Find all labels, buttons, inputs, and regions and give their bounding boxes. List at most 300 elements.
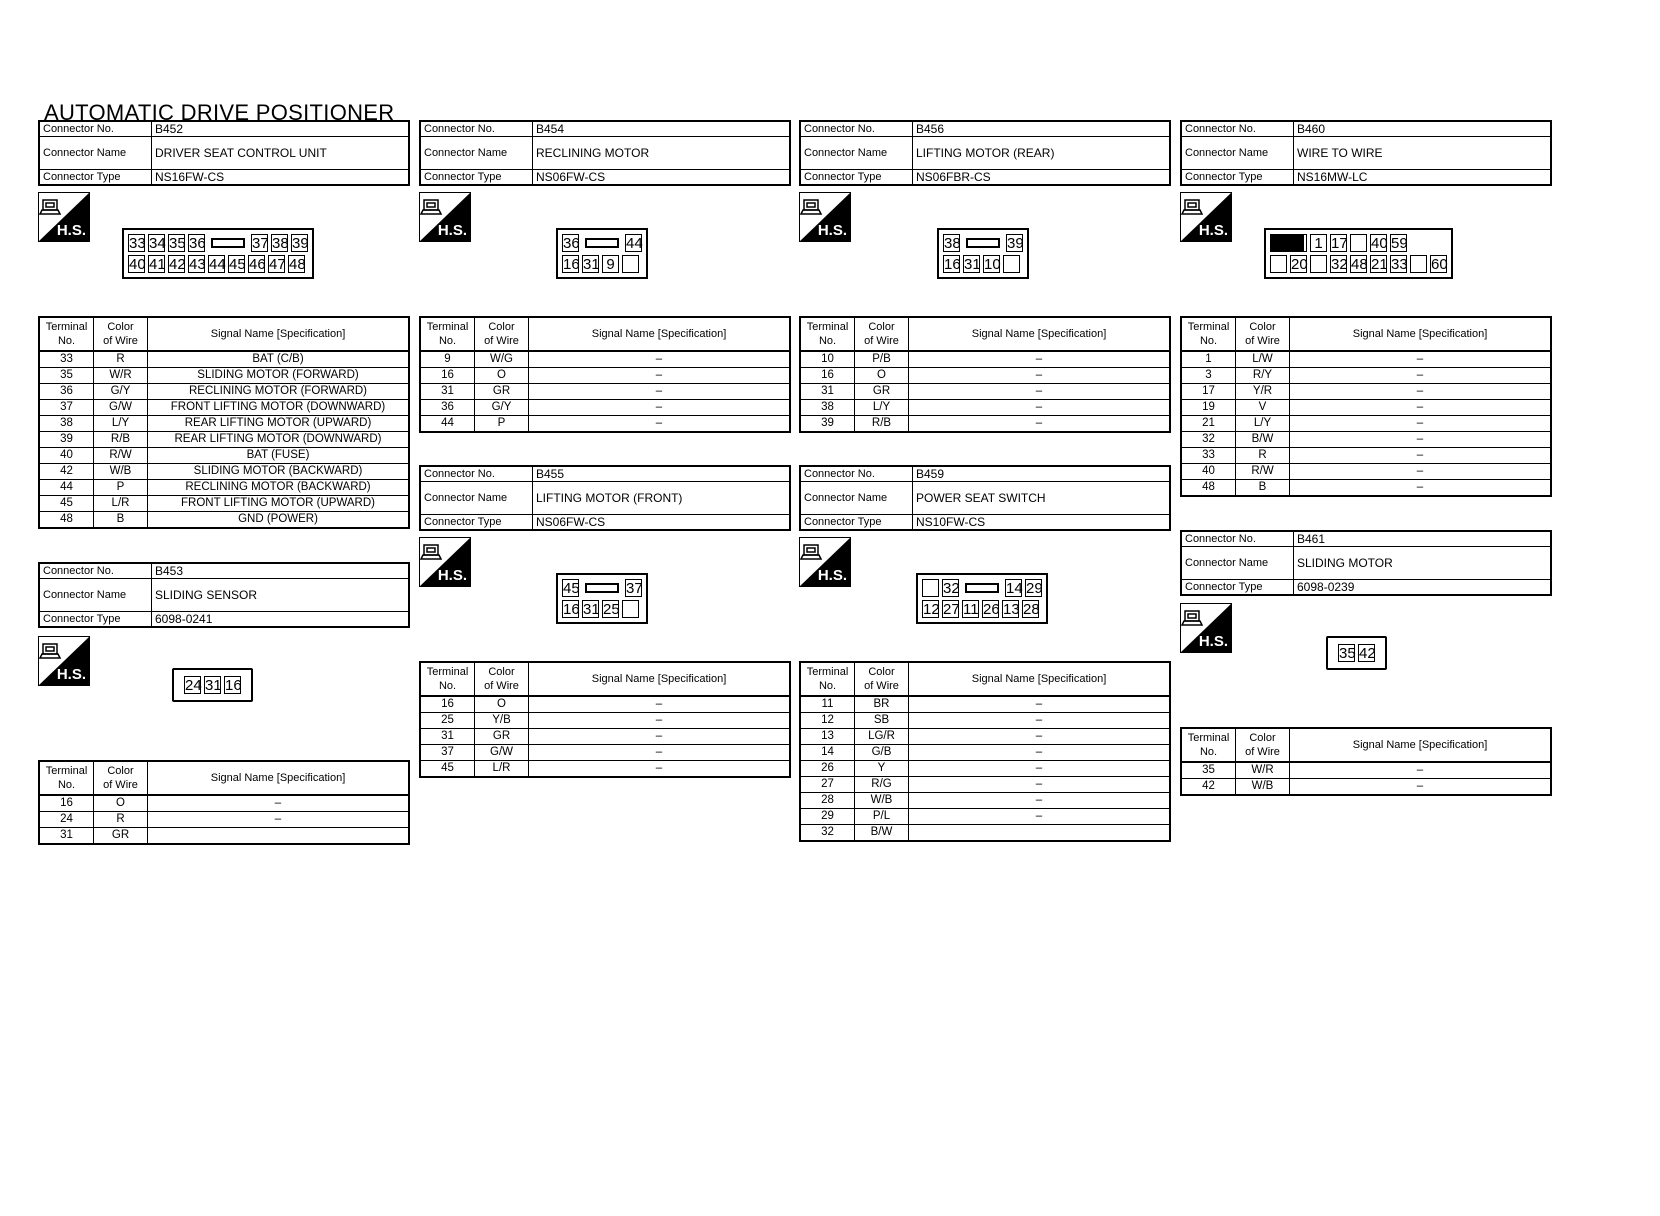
- pin-number: 59: [1391, 235, 1408, 252]
- connector-no-value: B454: [533, 121, 791, 137]
- pin-number: 14: [1006, 580, 1023, 597]
- wire-color: Y/R: [1236, 384, 1290, 400]
- table-row: [420, 761, 790, 778]
- hs-label: H.S.: [817, 222, 847, 239]
- pin-number: 31: [583, 601, 600, 618]
- connector-no-label: Connector No.: [800, 466, 913, 482]
- wire-color: GR: [855, 384, 909, 400]
- terminal-no: 40: [39, 448, 94, 464]
- terminal-no: 19: [1181, 400, 1236, 416]
- pin-number: 43: [189, 256, 206, 273]
- connector-face: [916, 573, 1048, 624]
- terminal-no: 29: [800, 809, 855, 825]
- terminal-no: 31: [39, 828, 94, 845]
- terminal-no: 44: [39, 480, 94, 496]
- wire-color: L/Y: [1236, 416, 1290, 432]
- signal-name: [148, 828, 410, 845]
- connector-type-value: NS06FW-CS: [533, 170, 791, 186]
- pin-number: 37: [626, 580, 643, 597]
- pin-number: 13: [1003, 601, 1020, 618]
- pin-number: 36: [563, 235, 580, 252]
- terminal-no: 9: [420, 351, 475, 368]
- table-row: [39, 512, 409, 529]
- connector-name-value: SLIDING MOTOR: [1294, 547, 1552, 580]
- terminal-no: 16: [39, 795, 94, 812]
- color-of-wire-header: Color of Wire: [855, 662, 909, 696]
- pin-number: 48: [1351, 256, 1368, 273]
- signal-name: –: [529, 745, 791, 761]
- signal-name: SLIDING MOTOR (FORWARD): [148, 368, 410, 384]
- signal-name: –: [529, 351, 791, 368]
- color-of-wire-header: Color of Wire: [475, 317, 529, 351]
- pin-number: 31: [964, 256, 981, 273]
- table-row: [1181, 480, 1551, 497]
- pin-number: 38: [944, 235, 961, 252]
- terminal-no: 48: [39, 512, 94, 529]
- terminal-no: 38: [39, 416, 94, 432]
- signal-name: FRONT LIFTING MOTOR (UPWARD): [148, 496, 410, 512]
- connector-info-table: [799, 465, 1171, 531]
- wire-color: GR: [475, 384, 529, 400]
- terminal-no-header: Terminal No.: [39, 317, 94, 351]
- connector-info-table: [38, 120, 410, 186]
- terminal-no: 25: [420, 713, 475, 729]
- table-row: [1181, 400, 1551, 416]
- pin-number: 20: [1291, 256, 1308, 273]
- connector-info-table: [419, 465, 791, 531]
- table-row: [1181, 432, 1551, 448]
- wire-color: L/W: [1236, 351, 1290, 368]
- connector-name-label: Connector Name: [420, 482, 533, 515]
- pin-number: 48: [289, 256, 306, 273]
- terminal-no: 26: [800, 761, 855, 777]
- terminal-no: 36: [420, 400, 475, 416]
- pin-cavity: [1270, 255, 1287, 273]
- terminal-no: 39: [39, 432, 94, 448]
- table-row: [800, 793, 1170, 809]
- connector-info-table: [799, 120, 1171, 186]
- wire-color: W/R: [94, 368, 148, 384]
- connector-name-value: DRIVER SEAT CONTROL UNIT: [152, 137, 410, 170]
- pin-number: 9: [602, 255, 619, 273]
- table-row: [1181, 368, 1551, 384]
- pin-number: 16: [225, 677, 242, 694]
- hs-icon: [1180, 603, 1232, 653]
- terminal-no: 17: [1181, 384, 1236, 400]
- wire-color: Y/B: [475, 713, 529, 729]
- wire-color: R: [1236, 448, 1290, 464]
- signal-name: –: [1290, 400, 1552, 416]
- hs-icon: [1180, 192, 1232, 242]
- pin-cavity: [922, 579, 939, 597]
- wire-color: B/W: [1236, 432, 1290, 448]
- signal-name: –: [909, 793, 1171, 809]
- connector-name-value: LIFTING MOTOR (REAR): [913, 137, 1171, 170]
- pin-number: 26: [983, 601, 1000, 618]
- table-row: [1181, 464, 1551, 480]
- table-row: [39, 795, 409, 812]
- pin-number: 33: [129, 235, 146, 252]
- wire-color: W/G: [475, 351, 529, 368]
- color-of-wire-header: Color of Wire: [94, 317, 148, 351]
- signal-name: –: [1290, 448, 1552, 464]
- connector-no-value: B459: [913, 466, 1171, 482]
- terminal-no: 36: [39, 384, 94, 400]
- wire-color: R/W: [1236, 464, 1290, 480]
- terminal-no-header: Terminal No.: [1181, 728, 1236, 762]
- table-row: [800, 696, 1170, 713]
- signal-name: –: [529, 729, 791, 745]
- terminal-no: 35: [1181, 762, 1236, 779]
- signal-name: –: [1290, 464, 1552, 480]
- connector-no-value: B453: [152, 563, 410, 579]
- terminal-no: 16: [420, 368, 475, 384]
- color-of-wire-header: Color of Wire: [855, 317, 909, 351]
- signal-name: GND (POWER): [148, 512, 410, 529]
- table-row: [800, 745, 1170, 761]
- pin-number: 39: [1007, 235, 1024, 252]
- signal-name: –: [1290, 432, 1552, 448]
- wire-color: R: [94, 812, 148, 828]
- wire-color: G/W: [94, 400, 148, 416]
- table-row: [800, 825, 1170, 842]
- terminal-no-header: Terminal No.: [420, 317, 475, 351]
- pin-number: 60: [1431, 256, 1448, 273]
- pin-number: 16: [563, 601, 580, 618]
- signal-name: –: [909, 713, 1171, 729]
- connector-face: [172, 668, 253, 702]
- signal-name: –: [1290, 779, 1552, 796]
- terminal-no: 10: [800, 351, 855, 368]
- signal-name: –: [529, 696, 791, 713]
- color-of-wire-header: Color of Wire: [1236, 728, 1290, 762]
- terminal-no: 44: [420, 416, 475, 433]
- table-row: [39, 480, 409, 496]
- terminal-no: 14: [800, 745, 855, 761]
- table-row: [39, 432, 409, 448]
- terminal-no: 21: [1181, 416, 1236, 432]
- connector-lock: [963, 234, 1003, 252]
- signal-name: REAR LIFTING MOTOR (DOWNWARD): [148, 432, 410, 448]
- terminal-no: 11: [800, 696, 855, 713]
- table-row: [420, 416, 790, 433]
- signal-name: –: [529, 713, 791, 729]
- pin-number: 16: [944, 256, 961, 273]
- terminal-no: 31: [420, 729, 475, 745]
- hs-icon: [419, 537, 471, 587]
- terminal-no: 39: [800, 416, 855, 433]
- signal-name: –: [909, 384, 1171, 400]
- connector-no-label: Connector No.: [39, 121, 152, 137]
- terminal-no: 42: [39, 464, 94, 480]
- terminal-no: 31: [420, 384, 475, 400]
- pin-number: 35: [1339, 645, 1356, 662]
- pin-number: 45: [563, 580, 580, 597]
- signal-name-header: Signal Name [Specification]: [909, 662, 1171, 696]
- signal-name: –: [909, 729, 1171, 745]
- connector-type-label: Connector Type: [420, 515, 533, 531]
- terminal-no-header: Terminal No.: [800, 662, 855, 696]
- wire-color: GR: [475, 729, 529, 745]
- hs-label: H.S.: [437, 222, 467, 239]
- wire-color: B/W: [855, 825, 909, 842]
- table-row: [39, 812, 409, 828]
- connector-face: [556, 228, 648, 279]
- signal-name: –: [529, 400, 791, 416]
- connector-name-label: Connector Name: [1181, 137, 1294, 170]
- pin-number: 42: [1359, 645, 1376, 662]
- wire-color: W/R: [1236, 762, 1290, 779]
- connector-face: [1326, 636, 1387, 670]
- connector-face: [556, 573, 648, 624]
- table-row: [1181, 762, 1551, 779]
- pin-number: 39: [292, 235, 309, 252]
- signal-name: –: [529, 368, 791, 384]
- terminal-no: 28: [800, 793, 855, 809]
- terminal-no: 16: [800, 368, 855, 384]
- terminal-no: 32: [1181, 432, 1236, 448]
- signal-name: –: [909, 400, 1171, 416]
- signal-name: –: [1290, 351, 1552, 368]
- hs-label: H.S.: [1198, 222, 1228, 239]
- connector-type-value: NS16FW-CS: [152, 170, 410, 186]
- color-of-wire-header: Color of Wire: [475, 662, 529, 696]
- table-row: [800, 761, 1170, 777]
- connector-type-value: 6098-0239: [1294, 580, 1552, 596]
- hs-icon: [38, 636, 90, 686]
- connector-name-label: Connector Name: [420, 137, 533, 170]
- pin-number: 42: [169, 256, 186, 273]
- connector-type-label: Connector Type: [39, 612, 152, 628]
- connector-no-label: Connector No.: [420, 121, 533, 137]
- signal-name: –: [1290, 368, 1552, 384]
- signal-name: –: [1290, 480, 1552, 497]
- wire-color: B: [1236, 480, 1290, 497]
- connector-lock: [208, 234, 248, 252]
- connector-type-label: Connector Type: [420, 170, 533, 186]
- signal-name: –: [909, 745, 1171, 761]
- table-row: [800, 777, 1170, 793]
- pin-number: 17: [1331, 235, 1348, 252]
- hs-icon: [419, 192, 471, 242]
- terminal-no: 42: [1181, 779, 1236, 796]
- table-row: [420, 713, 790, 729]
- terminal-no: 37: [39, 400, 94, 416]
- terminal-table: [38, 316, 410, 529]
- wire-color: G/Y: [475, 400, 529, 416]
- hs-icon: [38, 192, 90, 242]
- wire-color: L/Y: [94, 416, 148, 432]
- wire-color: R/B: [855, 416, 909, 433]
- wire-color: BR: [855, 696, 909, 713]
- terminal-no: 1: [1181, 351, 1236, 368]
- wire-color: P: [94, 480, 148, 496]
- hs-label: H.S.: [437, 567, 467, 584]
- table-row: [1181, 416, 1551, 432]
- connector-type-value: NS06FW-CS: [533, 515, 791, 531]
- connector-no-value: B452: [152, 121, 410, 137]
- connector-name-label: Connector Name: [800, 137, 913, 170]
- signal-name: –: [1290, 384, 1552, 400]
- signal-name: RECLINING MOTOR (FORWARD): [148, 384, 410, 400]
- terminal-no: 45: [39, 496, 94, 512]
- pin-number: 45: [229, 256, 246, 273]
- color-of-wire-header: Color of Wire: [94, 761, 148, 795]
- pin-cavity: [1350, 234, 1367, 252]
- terminal-no: 38: [800, 400, 855, 416]
- connector-type-label: Connector Type: [1181, 170, 1294, 186]
- pin-number: 16: [563, 256, 580, 273]
- wire-color: P/L: [855, 809, 909, 825]
- wire-color: L/R: [94, 496, 148, 512]
- terminal-no: 3: [1181, 368, 1236, 384]
- page-title: AUTOMATIC DRIVE POSITIONER: [44, 100, 395, 125]
- terminal-table: [799, 316, 1171, 433]
- connector-no-label: Connector No.: [1181, 121, 1294, 137]
- connector-face: [937, 228, 1029, 279]
- table-row: [800, 809, 1170, 825]
- table-row: [800, 416, 1170, 433]
- pin-number: 32: [1331, 256, 1348, 273]
- terminal-no: 31: [800, 384, 855, 400]
- signal-name-header: Signal Name [Specification]: [148, 761, 410, 795]
- wire-color: R/B: [94, 432, 148, 448]
- connector-type-label: Connector Type: [800, 515, 913, 531]
- signal-name: –: [909, 416, 1171, 433]
- wire-color: W/B: [855, 793, 909, 809]
- signal-name: –: [909, 761, 1171, 777]
- connector-type-value: NS10FW-CS: [913, 515, 1171, 531]
- signal-name: –: [529, 384, 791, 400]
- connector-face: [122, 228, 314, 279]
- connector-no-value: B455: [533, 466, 791, 482]
- table-row: [800, 713, 1170, 729]
- pin-number: 46: [249, 256, 266, 273]
- signal-name: –: [909, 351, 1171, 368]
- connector-no-label: Connector No.: [420, 466, 533, 482]
- table-row: [420, 400, 790, 416]
- connector-name-label: Connector Name: [1181, 547, 1294, 580]
- terminal-no: 37: [420, 745, 475, 761]
- connector-name-label: Connector Name: [39, 137, 152, 170]
- connector-no-value: B456: [913, 121, 1171, 137]
- table-row: [39, 400, 409, 416]
- connector-type-value: 6098-0241: [152, 612, 410, 628]
- table-row: [420, 351, 790, 368]
- signal-name: REAR LIFTING MOTOR (UPWARD): [148, 416, 410, 432]
- pin-number: 33: [1391, 256, 1408, 273]
- table-row: [39, 496, 409, 512]
- pin-number: 40: [1371, 235, 1388, 252]
- color-of-wire-header: Color of Wire: [1236, 317, 1290, 351]
- table-row: [1181, 351, 1551, 368]
- pin-number: 44: [626, 235, 643, 252]
- connector-no-label: Connector No.: [39, 563, 152, 579]
- pin-number: 21: [1371, 256, 1388, 273]
- pin-number: 32: [943, 580, 960, 597]
- connector-type-value: NS06FBR-CS: [913, 170, 1171, 186]
- wire-color: G/B: [855, 745, 909, 761]
- terminal-no: 45: [420, 761, 475, 778]
- terminal-table: [1180, 316, 1552, 497]
- table-row: [39, 828, 409, 845]
- signal-name: –: [909, 696, 1171, 713]
- pin-number: 34: [149, 235, 166, 252]
- wire-color: B: [94, 512, 148, 529]
- pin-number: 29: [1026, 580, 1043, 597]
- pin-cavity: [622, 255, 639, 273]
- signal-name: –: [1290, 762, 1552, 779]
- pin-number: 10: [984, 256, 1001, 273]
- pin-number: 31: [583, 256, 600, 273]
- terminal-no: 16: [420, 696, 475, 713]
- pin-number: 40: [129, 256, 146, 273]
- signal-name: FRONT LIFTING MOTOR (DOWNWARD): [148, 400, 410, 416]
- hs-label: H.S.: [1198, 633, 1228, 650]
- signal-name: –: [909, 368, 1171, 384]
- terminal-no: 48: [1181, 480, 1236, 497]
- pin-number: 37: [252, 235, 269, 252]
- connector-info-table: [419, 120, 791, 186]
- terminal-table: [799, 661, 1171, 842]
- table-row: [39, 464, 409, 480]
- pin-cavity: [1410, 255, 1427, 273]
- connector-info-table: [1180, 120, 1552, 186]
- table-row: [39, 384, 409, 400]
- wire-color: Y: [855, 761, 909, 777]
- signal-name: –: [529, 416, 791, 433]
- pin-number: 28: [1023, 601, 1040, 618]
- pin-number: 41: [149, 256, 166, 273]
- signal-name-header: Signal Name [Specification]: [529, 317, 791, 351]
- hs-label: H.S.: [56, 222, 86, 239]
- wire-color: R/G: [855, 777, 909, 793]
- wire-color: O: [475, 368, 529, 384]
- connector-name-value: WIRE TO WIRE: [1294, 137, 1552, 170]
- pin-number: 1: [1310, 234, 1327, 252]
- table-row: [420, 696, 790, 713]
- terminal-no: 33: [39, 351, 94, 368]
- wire-color: G/W: [475, 745, 529, 761]
- signal-name: –: [148, 812, 410, 828]
- pin-number: 35: [169, 235, 186, 252]
- wire-color: W/B: [94, 464, 148, 480]
- connector-no-label: Connector No.: [800, 121, 913, 137]
- wire-color: P: [475, 416, 529, 433]
- pin-number: 12: [923, 601, 940, 618]
- signal-name: SLIDING MOTOR (BACKWARD): [148, 464, 410, 480]
- connector-name-value: LIFTING MOTOR (FRONT): [533, 482, 791, 515]
- table-row: [1181, 779, 1551, 796]
- connector-no-label: Connector No.: [1181, 531, 1294, 547]
- connector-name-value: POWER SEAT SWITCH: [913, 482, 1171, 515]
- table-row: [39, 416, 409, 432]
- hs-label: H.S.: [817, 567, 847, 584]
- connector-type-label: Connector Type: [1181, 580, 1294, 596]
- terminal-no: 40: [1181, 464, 1236, 480]
- wire-color: SB: [855, 713, 909, 729]
- signal-name: BAT (FUSE): [148, 448, 410, 464]
- signal-name: –: [909, 777, 1171, 793]
- wire-color: W/B: [1236, 779, 1290, 796]
- signal-name: [909, 825, 1171, 842]
- connector-lock: [962, 579, 1002, 597]
- pin-number: 36: [189, 235, 206, 252]
- terminal-no: 13: [800, 729, 855, 745]
- pin-cavity: [622, 600, 639, 618]
- table-row: [1181, 384, 1551, 400]
- hs-icon: [799, 537, 851, 587]
